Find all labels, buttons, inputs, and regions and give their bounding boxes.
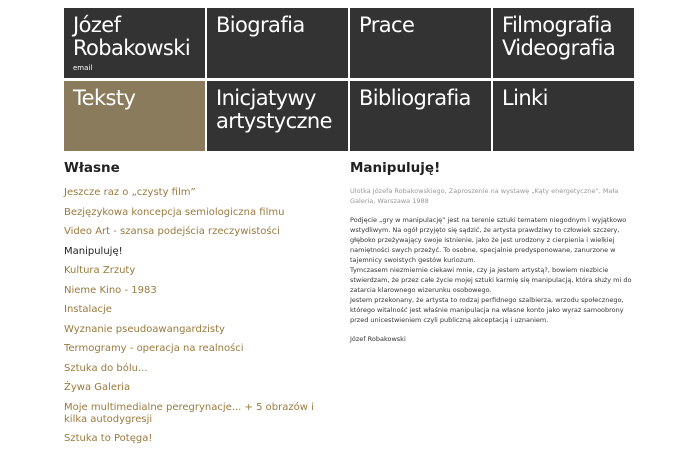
nav-tile-linki[interactable]	[493, 81, 634, 151]
sidebar-item[interactable]: Instalacje	[64, 304, 112, 315]
nav-tile-biografia[interactable]	[207, 8, 348, 78]
sidebar-menu	[64, 187, 324, 445]
sidebar-item[interactable]: Video Art - szansa podejścia rzeczywistości	[64, 226, 280, 237]
nav-tile-inicjatywy[interactable]	[207, 81, 348, 151]
sidebar-item[interactable]: Sztuka to Potęga!	[64, 433, 153, 444]
sidebar-item[interactable]: Moje multimedialne peregrynacje... + 5 obrazów i kilka autodygresji	[64, 401, 314, 425]
nav-tile-label: Filmografia Videografia	[502, 13, 616, 60]
sidebar-item[interactable]: Nieme Kino - 1983	[64, 284, 157, 296]
sidebar-item[interactable]: Jeszcze raz o „czysty film”	[64, 187, 196, 198]
sidebar	[64, 160, 324, 453]
article-author: Józef Robakowski	[350, 335, 406, 343]
sidebar-item[interactable]: Wyznanie pseudoawangardzisty	[64, 323, 225, 335]
nav-tile-label: Bibliografia	[359, 86, 471, 110]
article-body	[350, 215, 635, 325]
nav-tile-label: Biografia	[216, 13, 305, 37]
nav-tile-filmografia[interactable]	[493, 8, 634, 78]
nav-tile-label: Teksty	[73, 86, 136, 110]
sidebar-item-current: Manipuluję!	[64, 245, 123, 257]
nav-tile-label: Józef Robakowski	[73, 13, 191, 60]
nav-tile-label: Inicjatywy artystyczne	[216, 86, 332, 133]
main-navigation	[64, 8, 631, 151]
sidebar-title: Własne	[64, 160, 120, 176]
article-caption: Ulotka Józefa Robakowskiego, Zaproszenie na wystawę „Kąty energetyczne”, Mała Galeria, Warszawa 1988	[350, 187, 619, 205]
article-paragraph: Podjęcie „gry w manipulację” jest na terenie sztuki tematem niegodnym i wyjątkowo wstydliwym. Na ogół przyjęto się sądzić, że artysta prawdziwy to człowiek szczery, głęboko przeżywający swoje istnienie, jako że jest urodzony z cierpienia i wielkiej namiętności swych przeżyć. To osobne, specjalnie predysponowane, zanurzone w tajemnicy swoistych gestów kuriozum.	[350, 216, 627, 264]
sidebar-item[interactable]: Sztuka do bólu...	[64, 362, 148, 374]
nav-tile-bibliografia[interactable]	[350, 81, 491, 151]
email-link[interactable]: email	[73, 64, 93, 72]
article	[350, 160, 635, 344]
article-paragraph: Jestem przekonany, że artysta to rodzaj perfidnego szalbierza, wrzodu społecznego, którego witalność jest właśnie manipulacja na własne konto jako wyraz samoobrony przed unicestwieniem czyli publiczną akceptacją i uznaniem.	[350, 296, 624, 324]
sidebar-item[interactable]: Kultura Zrzuty	[64, 265, 136, 276]
nav-tile-prace[interactable]	[350, 8, 491, 78]
nav-tile-label: Prace	[359, 13, 415, 37]
article-title: Manipuluję!	[350, 160, 441, 176]
sidebar-item[interactable]: Bezjęzykowa koncepcja semiologiczna filmu	[64, 206, 285, 218]
sidebar-item[interactable]: Termogramy - operacja na realności	[64, 343, 244, 354]
sidebar-item[interactable]: Żywa Galeria	[64, 382, 131, 393]
article-paragraph: Tymczasem niezmiernie ciekawi mnie, czy ja jestem artystą?, bowiem niezbicie stwierdzam, że przez całe życie mojej sztuki karmię się manipulacją, która służy mi do zatarcia klarownego wizerunku osobowego.	[350, 266, 632, 294]
nav-tile-teksty[interactable]	[64, 81, 205, 151]
nav-tile-label: Linki	[502, 86, 548, 110]
nav-tile-home[interactable]	[64, 8, 205, 78]
